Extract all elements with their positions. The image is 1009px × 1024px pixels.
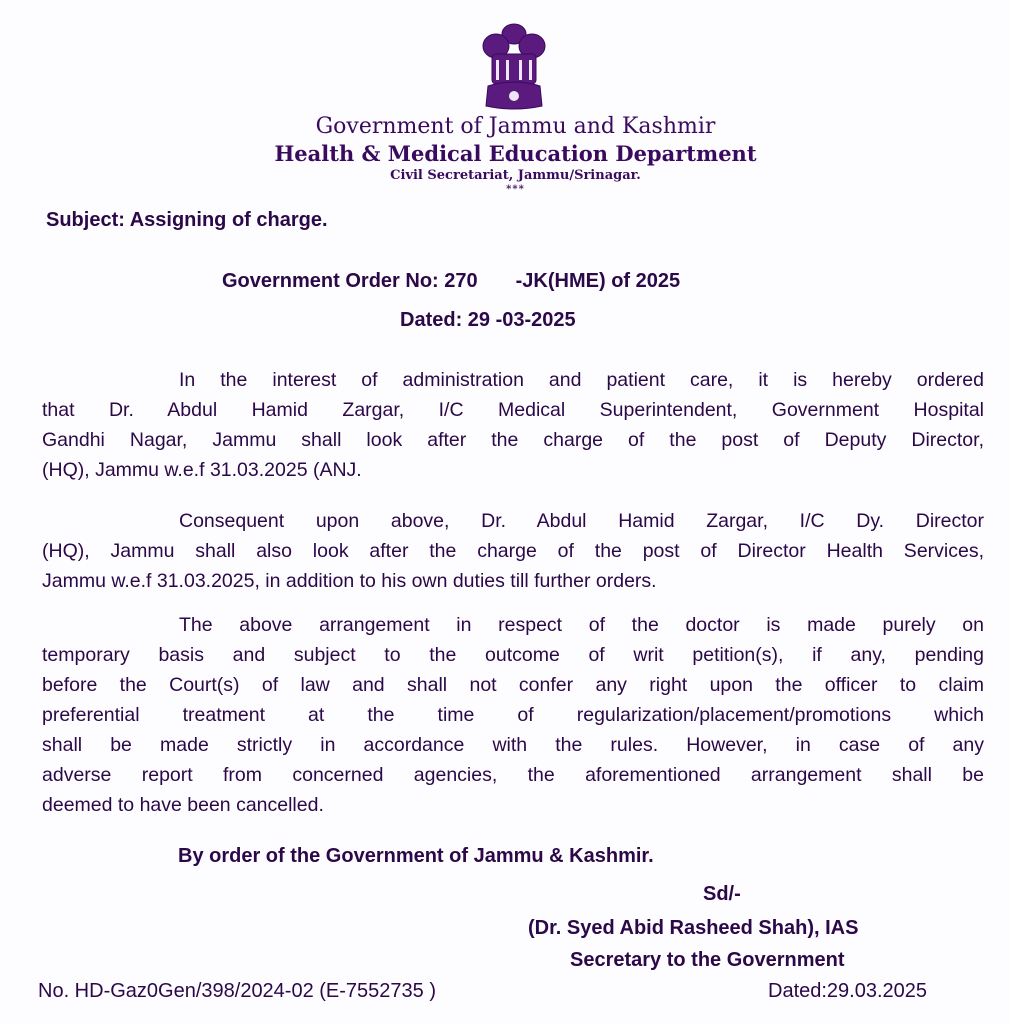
order-suffix: -JK(HME) of 2025 [515,270,681,292]
state-emblem-icon [478,20,550,112]
paragraph-line: (HQ), Jammu shall also look after the charge of the post of Director Health Services, [42,540,984,562]
paragraph-line: (HQ), Jammu w.e.f 31.03.2025 (ANJ. [42,459,362,481]
paragraph-line: shall be made strictly in accordance with the rules. However, in case of any [42,734,984,756]
subject-line: Subject: Assigning of charge. [46,209,328,231]
paragraph-2 [42,506,984,596]
paragraph-line: In the interest of administration and patient care, it is hereby ordered [179,369,984,391]
paragraph-line: Gandhi Nagar, Jammu shall look after the charge of the post of Deputy Director, [42,429,984,451]
signature-mark: Sd/- [703,883,741,905]
paragraph-line: Consequent upon above, Dr. Abdul Hamid Zargar, I/C Dy. Director [179,510,984,532]
order-date: Dated: 29 -03-2025 [400,309,576,331]
paragraph-line: temporary basis and subject to the outcome of writ petition(s), if any, pending [42,644,984,666]
paragraph-line: Jammu w.e.f 31.03.2025, in addition to his own duties till further orders. [42,570,657,592]
by-order-line: By order of the Government of Jammu & Kashmir. [178,845,654,867]
department-name: Health & Medical Education Department [274,141,757,166]
signatory-name: (Dr. Syed Abid Rasheed Shah), IAS [528,917,859,939]
government-name: Government of Jammu and Kashmir [315,114,716,139]
header-separator: *** [506,184,525,195]
paragraph-line: that Dr. Abdul Hamid Zargar, I/C Medical Superintendent, Government Hospital [42,399,984,421]
department-address: Civil Secretariat, Jammu/Srinagar. [390,168,641,183]
paragraph-line: before the Court(s) of law and shall not confer any right upon the officer to claim [42,674,984,696]
paragraph-line: adverse report from concerned agencies, the aforementioned arrangement shall be [42,764,984,786]
paragraph-line: deemed to have been cancelled. [42,794,324,816]
order-label: Government Order No: [222,270,439,292]
order-number-line [222,270,680,293]
paragraph-3 [42,610,984,820]
reference-date: Dated:29.03.2025 [768,980,928,1002]
reference-number: No. HD-Gaz0Gen/398/2024-02 (E-7552735 ) [38,980,437,1002]
signatory-designation: Secretary to the Government [570,949,845,971]
paragraph-1 [42,365,984,485]
paragraph-line: The above arrangement in respect of the doctor is made purely on [179,614,984,636]
paragraph-line: preferential treatment at the time of regularization/placement/promotions which [42,704,984,726]
order-number: 270 [444,270,478,292]
